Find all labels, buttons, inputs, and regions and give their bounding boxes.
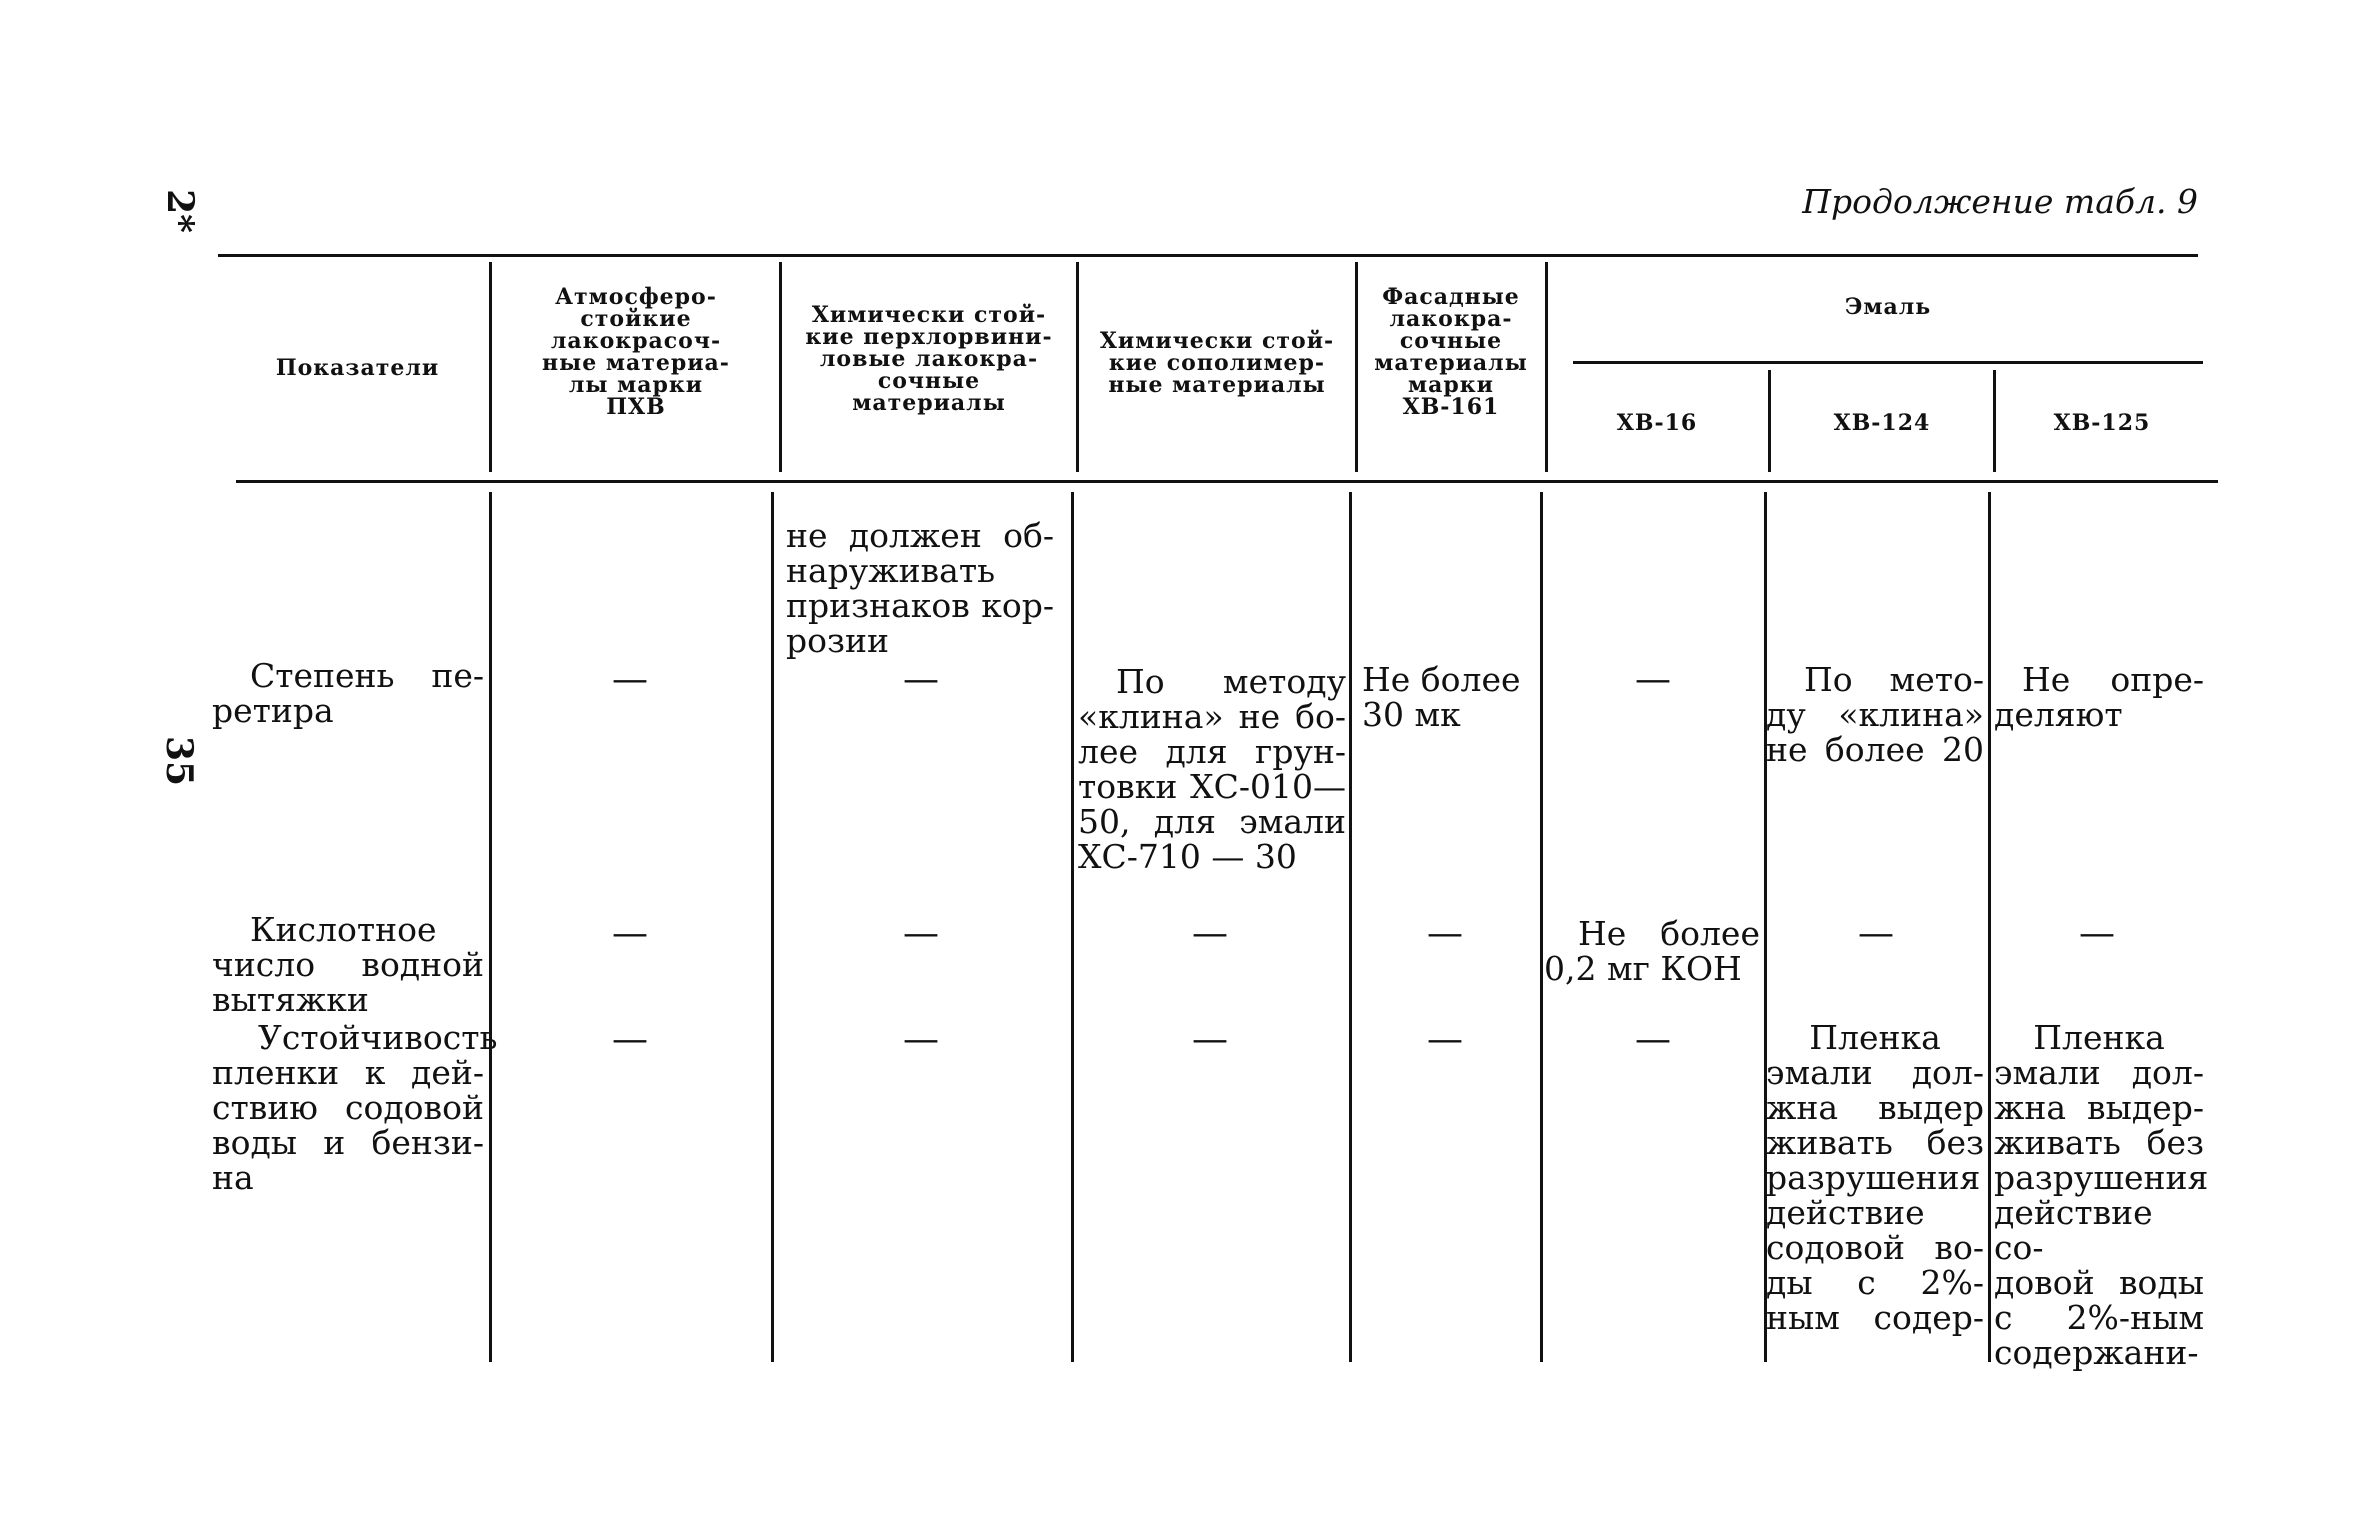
page-number: 35 (158, 735, 201, 787)
cell-dash: — (612, 913, 648, 954)
data-cell: По мето- ду «клина» не более 20 (1766, 660, 1984, 769)
header-col-facade: Фасадные лакокра- сочные материалы марки ХВ-161 (1374, 284, 1528, 420)
data-cell: Не опре- деляют (1994, 660, 2204, 734)
header-col-copolymer: Химически стой- кие сополимер- ные материалы (1099, 328, 1335, 398)
header-indicators: Показатели (275, 355, 440, 381)
header-group-enamel: Эмаль (1844, 294, 1932, 320)
cell-dash: — (612, 1019, 648, 1060)
table-continuation-caption: Продолжение табл. 9 (1802, 182, 2198, 221)
header-col-perchlorvinyl: Химически стой- кие перхлорвини- ловые лакокра- сочные материалы (805, 302, 1053, 416)
header-sub-xv125: ХВ-125 (2053, 410, 2151, 436)
cell-dash: — (1192, 913, 1228, 954)
header-divider (1545, 262, 1548, 472)
cell-dash: — (1635, 1019, 1671, 1060)
data-cell: Пленка эмали дол- жна выдер живать без разрушения действие содовой во- ды с 2%- ным содер- (1766, 1018, 1984, 1337)
header-col-pvc: Атмосферо- стойкие лакокрасоч- ные материа- лы марки ПХВ (542, 284, 730, 420)
cell-dash: — (1635, 659, 1671, 700)
header-bottom-rule (236, 480, 2218, 483)
carryover-cell: не должен об- наруживать признаков кор- розии (786, 516, 1054, 660)
cell-dash: — (1427, 1019, 1463, 1060)
header-divider (1993, 370, 1996, 472)
row-label: Устойчивость пленки к дей- ствию содовой воды и бензи- на (212, 1018, 498, 1197)
cell-dash: — (903, 659, 939, 700)
cell-dash: — (612, 659, 648, 700)
group-rule (1573, 361, 2203, 364)
header-sub-xv16: ХВ-16 (1616, 410, 1698, 436)
row-label: Кислотное число водной вытяжки (212, 910, 484, 1019)
body-divider (1540, 492, 1543, 1362)
side-mark: 2* (158, 189, 201, 233)
cell-dash: — (2079, 913, 2115, 954)
cell-dash: — (903, 1019, 939, 1060)
data-cell: Не более 0,2 мг КОН (1544, 914, 1760, 988)
data-cell: По методу «клина» не бо- лее для грун- товки ХС-010— 50, для эмали ХС-710 — 30 (1078, 662, 1346, 876)
data-cell: Не более 30 мк (1362, 660, 1521, 734)
header-divider (1768, 370, 1771, 472)
row-label: Степень пе- ретира (212, 656, 484, 730)
header-sub-xv124: ХВ-124 (1833, 410, 1931, 436)
table-top-rule (218, 254, 2198, 257)
cell-dash: — (903, 913, 939, 954)
header-divider (1076, 262, 1079, 472)
header-divider (1355, 262, 1358, 472)
data-cell: Пленка эмали дол- жна выдер- живать без разрушения действие со- довой воды с 2%-ным содержани- (1994, 1018, 2209, 1372)
cell-dash: — (1192, 1019, 1228, 1060)
cell-dash: — (1858, 913, 1894, 954)
header-divider (489, 262, 492, 472)
cell-dash: — (1427, 913, 1463, 954)
header-divider (779, 262, 782, 472)
